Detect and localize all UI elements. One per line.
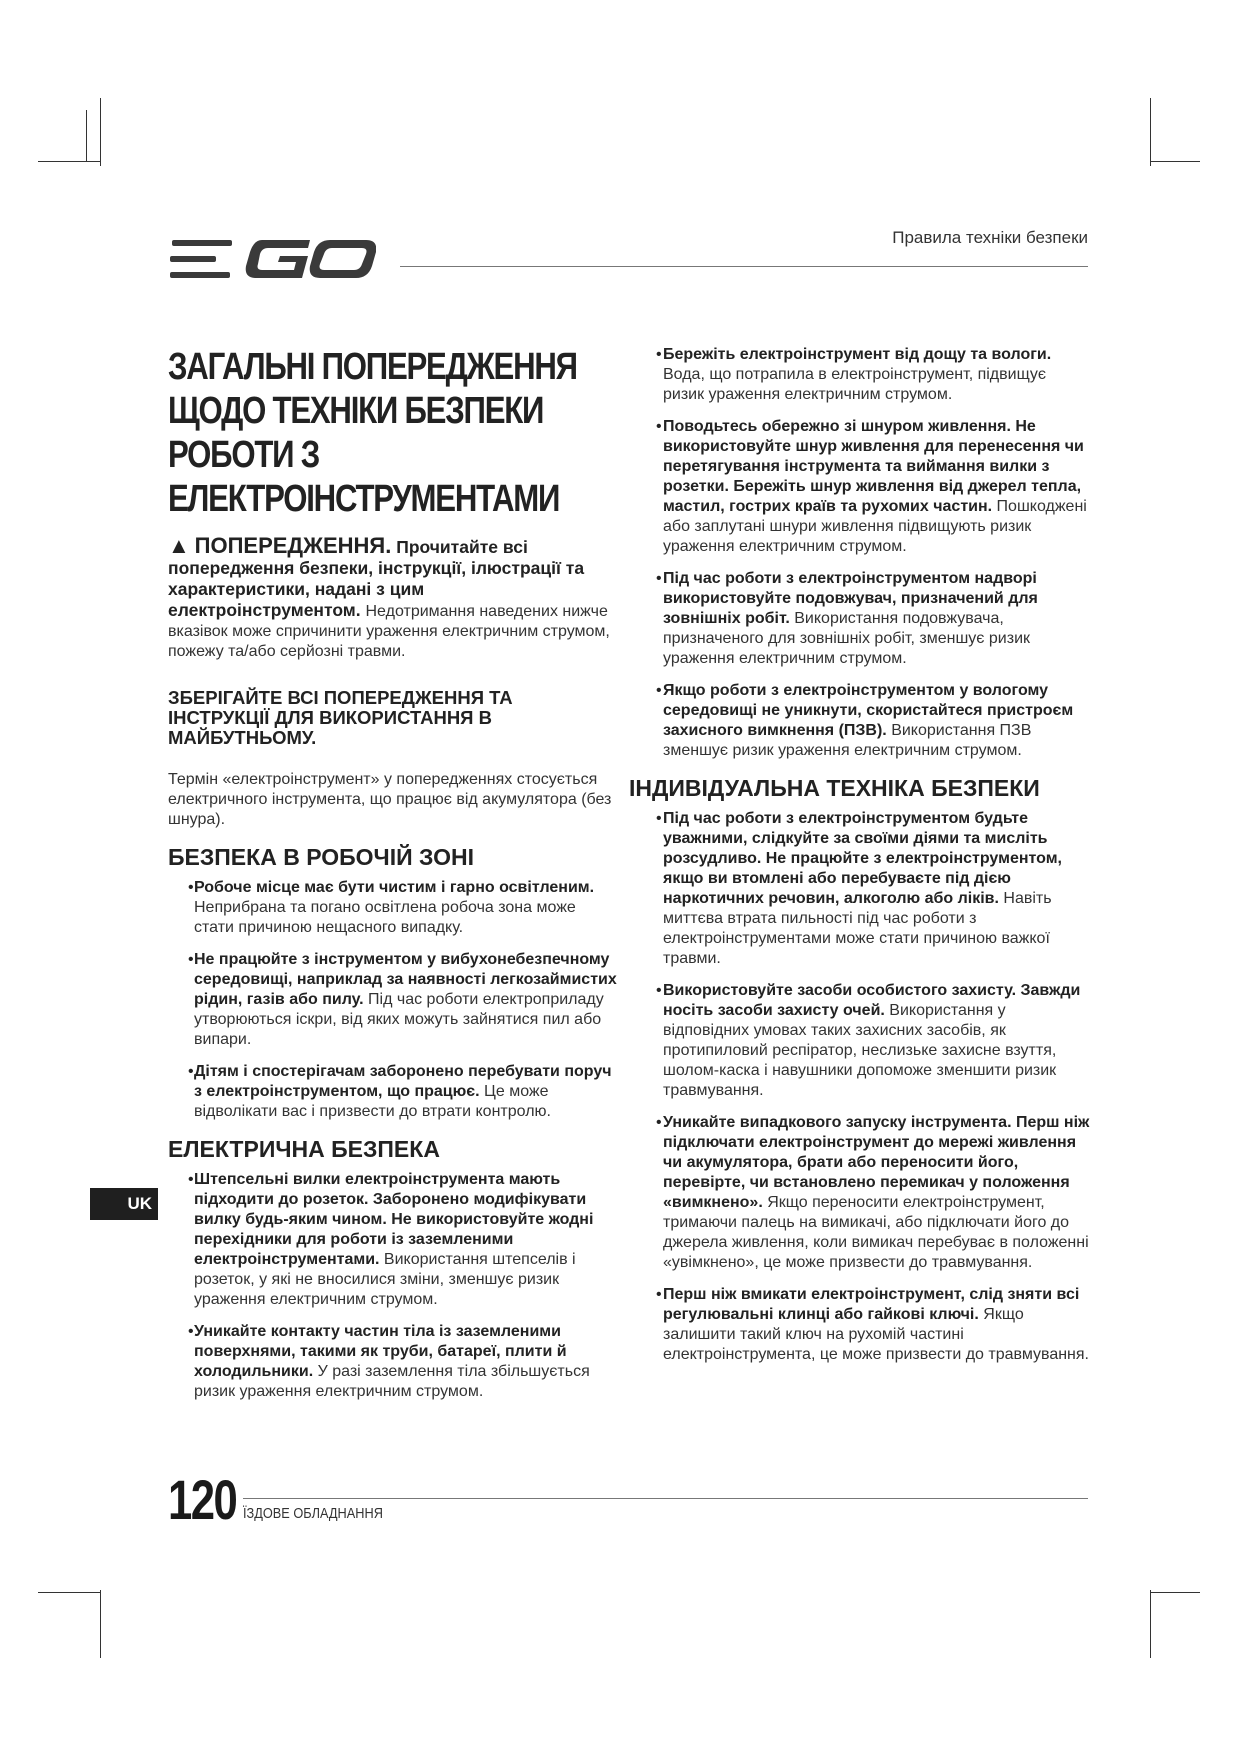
save-notice: ЗБЕРІГАЙТЕ ВСІ ПОПЕРЕДЖЕННЯ ТА ІНСТРУКЦІЇ ДЛЯ ВИКОРИСТАННЯ В МАЙБУТНЬОМУ. xyxy=(168,687,513,748)
term-note: Термін «електроінструмент» у попередженнях стосується електричного інструмента, що працює від акумулятора (без шнура). xyxy=(168,771,612,828)
warning-triangle-icon: ▲ xyxy=(168,533,190,558)
crop-mark xyxy=(1150,161,1200,162)
section-title-electrical: ЕЛЕКТРИЧНА БЕЗПЕКА xyxy=(168,1136,440,1162)
item-bold: Дітям і спостерігачам заборонено перебувати поруч з електроінструментом, що працює. xyxy=(194,1063,612,1100)
item-bold: Робоче місце має бути чистим і гарно освітленим. xyxy=(194,879,595,896)
header-title: Правила техніки безпеки xyxy=(892,228,1088,247)
right-column xyxy=(629,345,1090,1377)
item-text: Використання штепселів і розеток, у які не вносилися зміни, зменшує ризик ураження електричним струмом. xyxy=(194,1251,576,1308)
list-item xyxy=(635,1113,1090,1273)
crop-mark xyxy=(1150,98,1151,166)
item-bold: Перш ніж вмикати електроінструмент, слід зняти всі регулювальні клинці або гайкові ключі. xyxy=(663,1286,1080,1323)
item-text: Якщо переносити електроінструмент, тримаючи палець на вимикачі, або підключати його до джерела живлення, коли вимикач перебуває в положенні «увімкнено», це може призвести до травмування. xyxy=(663,1194,1089,1271)
crop-mark xyxy=(38,1592,100,1593)
list-item xyxy=(635,681,1090,761)
crop-mark xyxy=(38,161,100,162)
warning-body: Недотримання наведених нижче вказівок може спричинити ураження електричним струмом, пожежу та/або серйозні травми. xyxy=(168,603,610,660)
item-text: Під час роботи електроприладу утворюються іскри, від яких можуть зайнятися пил або випари. xyxy=(194,991,604,1048)
section-title-work-area: БЕЗПЕКА В РОБОЧІЙ ЗОНІ xyxy=(168,844,475,870)
item-text: Використання у відповідних умовах таких захисних засобів, як протипиловий респіратор, неслизьке захисне взуття, шолом-каска і навушники допоможе зменшити ризик травмування. xyxy=(663,1002,1057,1099)
list-item xyxy=(168,1322,618,1402)
list-item xyxy=(168,1062,618,1122)
crop-mark xyxy=(1150,1590,1151,1658)
page-number: 120 xyxy=(168,1468,237,1531)
language-tab: UK xyxy=(90,1188,158,1220)
list-item xyxy=(635,417,1090,557)
item-bold: Бережіть електроінструмент від дощу та вологи. xyxy=(663,346,1052,363)
item-bold: Поводьтесь обережно зі шнуром живлення. Не використовуйте шнур живлення для перенесення чи перетягування інструмента та виймання вилки з розетки. Бережіть шнур живлення від джерел тепла, мастил, гострих країв та рухомих частин. xyxy=(663,418,1084,515)
item-text: Використання ПЗВ зменшує ризик ураження електричним струмом. xyxy=(663,722,1032,759)
item-text: У разі заземлення тіла збільшується ризик ураження електричним струмом. xyxy=(194,1363,590,1400)
item-text: Це може відволікати вас і призвести до втрати контролю. xyxy=(194,1083,551,1120)
item-bold: Уникайте контакту частин тіла із заземленими поверхнями, такими як труби, батареї, плити й холодильники. xyxy=(194,1323,567,1380)
ego-logo xyxy=(170,236,376,289)
item-text: Пошкоджені або заплутані шнури живлення підвищують ризик ураження електричним струмом. xyxy=(663,498,1087,555)
crop-mark xyxy=(1150,1592,1200,1593)
left-column xyxy=(168,345,618,1414)
item-text: Використання подовжувача, призначеного для зовнішніх робіт, зменшує ризик ураження електричним струмом. xyxy=(663,610,1030,667)
ego-logo-graphic xyxy=(170,236,376,284)
item-text: Неприбрана та погано освітлена робоча зона може стати причиною нещасного випадку. xyxy=(194,899,576,936)
item-bold: Під час роботи з електроінструментом будьте уважними, слідкуйте за своїми діями та мисліть розсудливо. Не працюйте з електроінструментом, якщо ви втомлені або перебуваєте під дією наркотичних речовин, алкоголю або ліків. xyxy=(663,810,1062,907)
item-text: Якщо залишити такий ключ на рухомій частині електроінструмента, це може призвести до травмування. xyxy=(663,1306,1089,1363)
list-item xyxy=(168,1170,618,1310)
item-text: Навіть миттєва втрата пильності під час роботи з електроінструментами може стати причиною важкої травми. xyxy=(663,890,1052,967)
warning-lead-text: Прочитайте всі попередження безпеки, інструкції, ілюстрації та характеристики, надані з цим електроінструментом. xyxy=(168,537,585,620)
item-bold: Якщо роботи з електроінструментом у вологому середовищі не уникнути, скористайтеся пристроєм захисного вимкнення (ПЗВ). xyxy=(663,682,1074,739)
item-text: Вода, що потрапила в електроінструмент, підвищує ризик ураження електричним струмом. xyxy=(663,366,1047,403)
item-bold: Не працюйте з інструментом у вибухонебезпечному середовищі, наприклад за наявності легкозаймистих рідин, газів або пилу. xyxy=(194,951,617,1008)
crop-mark xyxy=(100,1590,101,1658)
list-item xyxy=(635,569,1090,669)
item-bold: Уникайте випадкового запуску інструмента. Перш ніж підключати електроінструмент до мережі живлення чи акумулятора, брати або переносити його, перевірте, чи встановлено перемикач у положення «вимкнено». xyxy=(663,1114,1090,1211)
item-bold: Під час роботи з електроінструментом надворі використовуйте подовжувач, призначений для зовнішніх робіт. xyxy=(663,570,1038,627)
footer-divider xyxy=(243,1498,1088,1499)
page-title: ЗАГАЛЬНІ ПОПЕРЕДЖЕННЯ ЩОДО ТЕХНІКИ БЕЗПЕКИ РОБОТИ З ЕЛЕКТРОІНСТРУМЕНТАМИ xyxy=(168,346,577,520)
crop-mark xyxy=(100,98,101,166)
item-bold: Використовуйте засоби особистого захисту. Завжди носіть засоби захисту очей. xyxy=(663,982,1081,1019)
item-bold: Штепсельні вилки електроінструмента мають підходити до розеток. Заборонено модифікувати вилку будь-яким чином. Не використовуйте жодні перехідники для роботи із заземленими електроінструментами. xyxy=(194,1171,594,1268)
footer-text: ЇЗДОВЕ ОБЛАДНАННЯ xyxy=(243,1505,383,1522)
list-item xyxy=(168,878,618,938)
header-divider xyxy=(400,266,1088,267)
section-title-personal: ІНДИВІДУАЛЬНА ТЕХНІКА БЕЗПЕКИ xyxy=(629,775,1040,801)
list-item xyxy=(635,809,1090,969)
crop-mark xyxy=(86,110,87,162)
warning-block xyxy=(168,535,618,662)
list-item xyxy=(635,981,1090,1101)
list-item xyxy=(635,1285,1090,1365)
warning-label: ПОПЕРЕДЖЕННЯ. xyxy=(194,533,392,558)
list-item xyxy=(635,345,1090,405)
list-item xyxy=(168,950,618,1050)
